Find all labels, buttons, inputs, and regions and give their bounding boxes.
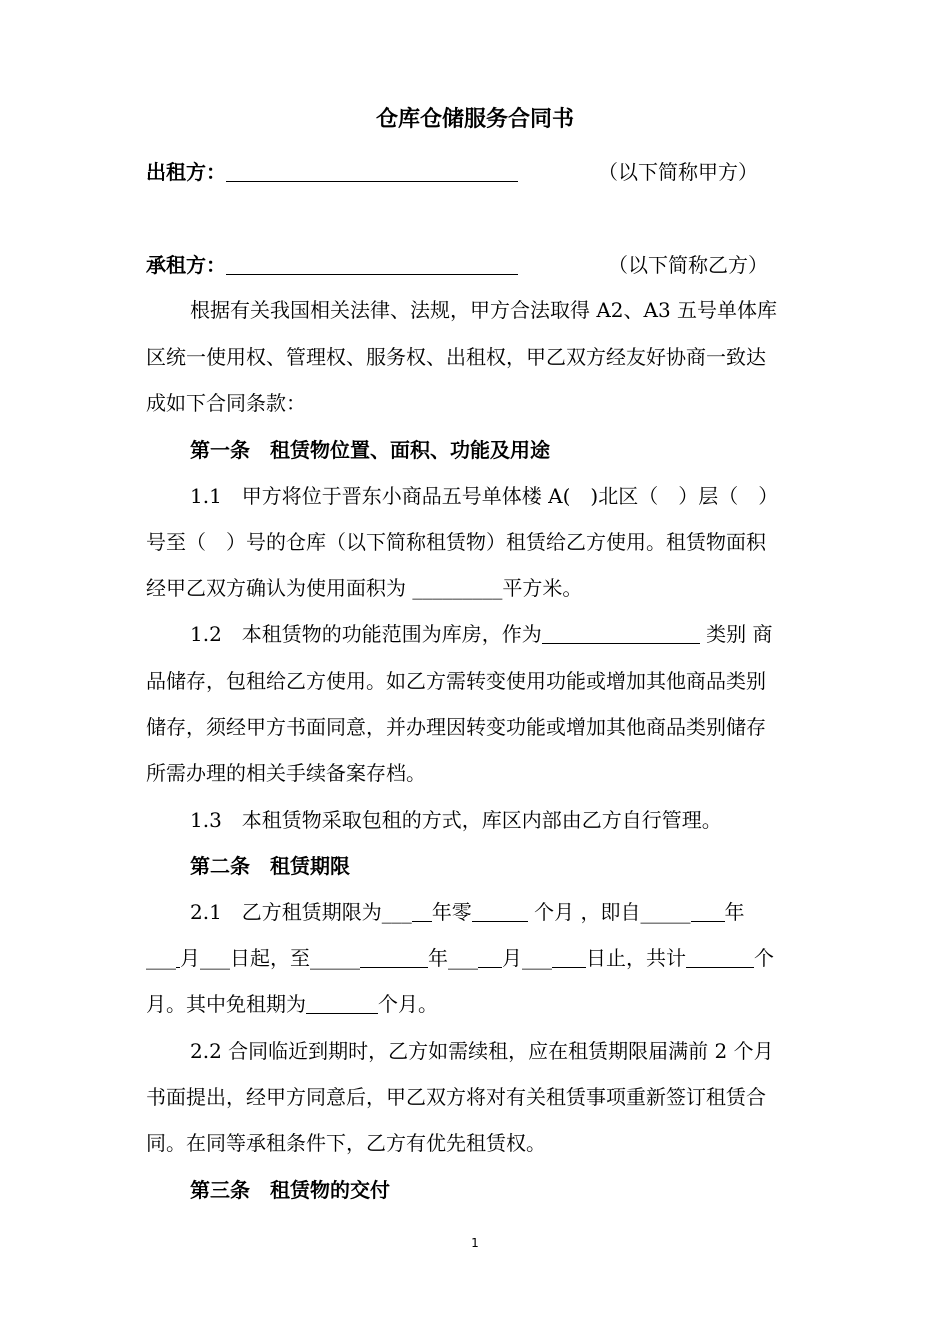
clause-2-2-line-3: 同。在同等承租条件下，乙方有优先租赁权。 xyxy=(146,1131,546,1155)
date-text-5: 日止，共计 xyxy=(586,946,686,970)
clause-2-1-line-1 xyxy=(190,897,745,927)
lessor-label: 出租方： xyxy=(146,160,226,184)
category-blank xyxy=(542,621,700,644)
clause-1-2-line-2: 品储存，包租给乙方使用。如乙方需转变使用功能或增加其他商品类别 xyxy=(146,669,766,693)
clause-2-2-line-2: 书面提出，经甲方同意后，甲乙双方将对有关租赁事项重新签订租赁合 xyxy=(146,1085,766,1109)
page-title: 仓库仓储服务合同书 xyxy=(375,107,574,132)
clause-1-1-line-3 xyxy=(146,573,582,603)
term-text-1: 2.1 乙方租赁期限为___ xyxy=(190,900,412,924)
blank xyxy=(552,945,586,968)
free-period-unit: 个月。 xyxy=(378,992,438,1016)
page-number: 1 xyxy=(471,1236,479,1250)
lessor-line xyxy=(146,157,518,187)
intro-line-1: 根据有关我国相关法律、法规，甲方合法取得 A2、A3 五号单体库 xyxy=(190,298,778,322)
blank xyxy=(691,899,725,922)
clause-1-1-line-1: 1.1 甲方将位于晋东小商品五号单体楼 A( )北区（ ）层（ ） xyxy=(190,484,779,508)
term-text-4: 年 xyxy=(724,900,745,924)
category-text: 类别 商 xyxy=(699,622,773,646)
lessee-note: （以下简称乙方） xyxy=(608,253,768,277)
lessee-name-blank xyxy=(226,252,518,275)
term-text-3: 个月 ，即自_____ xyxy=(527,900,691,924)
clause-2-2-line-1: 2.2 合同临近到期时，乙方如需续租，应在租赁期限届满前 2 个月 xyxy=(190,1039,774,1063)
clause-1-2-line-3: 储存，须经甲方书面同意，并办理因转变功能或增加其他商品类别储存 xyxy=(146,715,766,739)
blank xyxy=(472,899,528,922)
clause-1-2-line-1 xyxy=(190,619,773,649)
intro-line-2: 区统一使用权、管理权、服务权、出租权，甲乙双方经友好协商一致达 xyxy=(146,345,766,369)
clause-1-2-line-4: 所需办理的相关手续备案存档。 xyxy=(146,761,426,785)
date-text-6: 个 xyxy=(754,946,774,970)
blank xyxy=(478,945,502,968)
function-text: 1.2 本租赁物的功能范围为库房，作为 xyxy=(190,622,542,646)
area-text: 经甲乙双方确认为使用面积为 _________ xyxy=(146,576,503,600)
clause-2-1-line-2 xyxy=(146,943,774,973)
clause-1-3: 1.3 本租赁物采取包租的方式，库区内部由乙方自行管理。 xyxy=(190,808,722,832)
date-text-3: 年___ xyxy=(428,946,478,970)
blank xyxy=(306,991,378,1014)
date-text-4: 月___ xyxy=(502,946,552,970)
lessee-line xyxy=(146,250,518,280)
blank xyxy=(686,945,754,968)
term-text-2: 年零 xyxy=(431,900,472,924)
lessor-name-blank xyxy=(226,159,518,182)
intro-line-3: 成如下合同条款： xyxy=(146,391,306,415)
date-text-1: ___ xyxy=(146,946,176,970)
clause-1-1-line-2: 号至（ ）号的仓库（以下简称租赁物）租赁给乙方使用。租赁物面积 xyxy=(146,530,766,554)
article-2-heading: 第二条 租赁期限 xyxy=(190,854,350,878)
date-text-2: 月___日起，至_____ xyxy=(180,946,360,970)
lessor-note: （以下简称甲方） xyxy=(598,160,758,184)
free-period-text: 月。其中免租期为 xyxy=(146,992,306,1016)
lessee-label: 承租方： xyxy=(146,253,226,277)
blank xyxy=(412,899,432,922)
blank xyxy=(360,945,428,968)
area-unit: 平方米。 xyxy=(502,576,583,600)
article-3-heading: 第三条 租赁物的交付 xyxy=(190,1178,390,1202)
article-1-heading: 第一条 租赁物位置、面积、功能及用途 xyxy=(190,438,550,462)
clause-2-1-line-3 xyxy=(146,989,438,1019)
